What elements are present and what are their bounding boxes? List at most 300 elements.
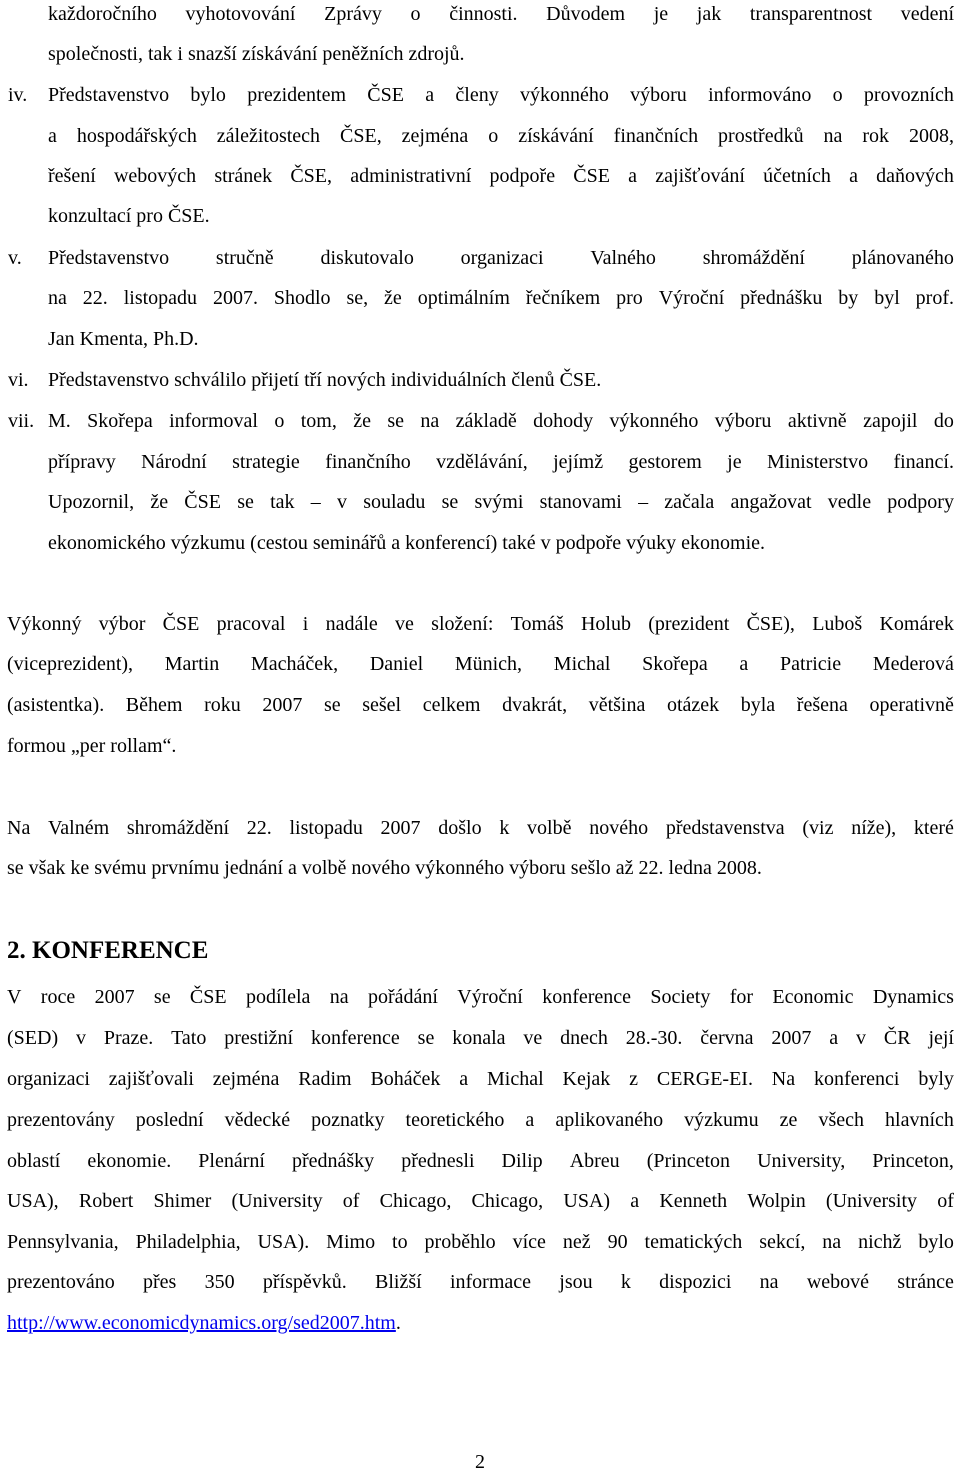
word: ekonomie. (87, 1150, 172, 1172)
word: angažovat (730, 491, 812, 513)
word: listopadu (123, 287, 198, 309)
word: Praze. (103, 1027, 154, 1049)
word: Michal (553, 653, 611, 675)
word: proběhlo (424, 1231, 496, 1253)
word: jak (696, 3, 722, 25)
word: poslední (135, 1109, 204, 1131)
word: Na (771, 1068, 796, 1090)
word: o (274, 410, 285, 432)
word: ČSE (573, 165, 610, 187)
word: pro (616, 287, 643, 309)
word: Martin (164, 653, 220, 675)
word: Chicago, (471, 1190, 544, 1212)
word: operativně (869, 694, 954, 716)
word: každoročního (48, 3, 157, 25)
word: všech (818, 1109, 864, 1131)
section-line (7, 1067, 954, 1091)
word: finančních (613, 125, 699, 147)
word: a (739, 653, 749, 675)
word: Economic (772, 986, 854, 1008)
word: konference (542, 986, 632, 1008)
word: a (630, 1190, 640, 1212)
word: prof. (915, 287, 954, 309)
word: souladu (363, 491, 426, 513)
item-vii-line (48, 409, 954, 433)
word: vedení (900, 3, 954, 25)
word: ČSE), (746, 613, 795, 635)
word: řešena (796, 694, 848, 716)
word: nichž (858, 1231, 902, 1253)
word: v (336, 491, 347, 513)
word: roce (40, 986, 76, 1008)
word: o (832, 84, 843, 106)
item-vii-line (48, 490, 954, 514)
word: června (700, 1027, 754, 1049)
pre-line-2: společnosti, tak i snazší získávání peněžních zdrojů. (48, 43, 465, 65)
word: (prezident (648, 613, 730, 635)
word: konala (452, 1027, 506, 1049)
word: nadále (325, 613, 378, 635)
word: členy (455, 84, 499, 106)
word: 2007. (212, 287, 258, 309)
word: výkonného (609, 410, 699, 432)
word: Society (650, 986, 711, 1008)
word: Münich, (454, 653, 523, 675)
word: Abreu (569, 1150, 620, 1172)
word: Na (7, 817, 31, 839)
word: více (512, 1231, 546, 1253)
word: stručně (215, 247, 274, 269)
word: CERGE-EI. (656, 1068, 753, 1090)
word: Skořepa (87, 410, 153, 432)
section-line (7, 1270, 954, 1294)
word: níže), (851, 817, 897, 839)
word: zajišťování (655, 165, 745, 187)
word: svými (474, 491, 524, 513)
item-vii-line (48, 450, 954, 474)
word: Důvodem (546, 3, 626, 25)
word: teoretického (405, 1109, 505, 1131)
word: celkem (422, 694, 481, 716)
word: Zprávy (324, 3, 382, 25)
item-vi-line: Představenstvo schválilo přijetí tří nových individuálních členů ČSE. (48, 369, 602, 391)
link-period: . (395, 1312, 401, 1334)
word: aplikovaného (555, 1109, 664, 1131)
word: Ministerstvo (766, 451, 869, 473)
word: prestižní (224, 1027, 294, 1049)
word: řečníkem (525, 287, 601, 309)
section-link-line (7, 1311, 401, 1335)
word: Daniel (369, 653, 424, 675)
word: stanovami (539, 491, 622, 513)
word: for (729, 986, 754, 1008)
word: z (629, 1068, 639, 1090)
word: sekcí, (759, 1231, 806, 1253)
word: Robert (78, 1190, 134, 1212)
word: Radim (298, 1068, 352, 1090)
word: University, (757, 1150, 846, 1172)
word: Během (125, 694, 183, 716)
word: a (525, 1109, 535, 1131)
word: 28.-30. (625, 1027, 683, 1049)
word: Dilip (501, 1150, 543, 1172)
word: i (302, 613, 309, 635)
section-line (7, 1230, 954, 1254)
word: a (628, 165, 638, 187)
section-line (7, 1108, 954, 1132)
word: podpory (887, 491, 954, 513)
word: stránce (897, 1271, 954, 1293)
word: se, (346, 287, 369, 309)
word: Mimo (326, 1231, 376, 1253)
word: na (823, 125, 843, 147)
section-line (7, 1189, 954, 1213)
word: administrativní (350, 165, 472, 187)
section-line (7, 1026, 954, 1050)
word: V (7, 986, 22, 1008)
word: začala (664, 491, 715, 513)
word: a (849, 165, 858, 187)
word: v (856, 1027, 867, 1049)
word: podílela (245, 986, 311, 1008)
item-vii-number: vii. (8, 410, 35, 432)
word: o (488, 125, 499, 147)
word: Výroční (457, 986, 523, 1008)
word: strategie (232, 451, 300, 473)
committee-line (7, 693, 954, 717)
word: představenstva (665, 817, 785, 839)
word: – (310, 491, 321, 513)
word: tematických (644, 1231, 743, 1253)
word: (Princeton (646, 1150, 731, 1172)
word: se (237, 491, 254, 513)
word: volbě (527, 817, 572, 839)
word: o (410, 3, 421, 25)
word: její (928, 1027, 954, 1049)
word: Valném (48, 817, 110, 839)
word: zejména (212, 1068, 280, 1090)
pre-line-1 (48, 2, 954, 26)
word: ČSE (184, 491, 221, 513)
word: tom, (300, 410, 337, 432)
word: je (727, 451, 742, 473)
word: USA). (257, 1231, 310, 1253)
word: nového (589, 817, 649, 839)
word: (University (825, 1190, 918, 1212)
item-iv-line (48, 124, 954, 148)
word: ČSE (367, 84, 404, 106)
word: Národní (141, 451, 207, 473)
word: stránek (214, 165, 273, 187)
word: výboru (630, 84, 687, 106)
word: a (829, 1027, 839, 1049)
word: Výkonný (7, 613, 82, 635)
word: získávání (518, 125, 594, 147)
item-v-number: v. (8, 247, 22, 269)
assembly-line: se však ke svému prvnímu jednání a volbě nového výkonného výboru sešlo až 22. ledna 2008. (7, 857, 762, 879)
word: plánovaného (851, 247, 954, 269)
committee-line: formou „per rollam“. (7, 735, 177, 757)
word: ze (779, 1109, 798, 1131)
word: rok (862, 125, 890, 147)
word: Mederová (872, 653, 954, 675)
word: a (459, 1068, 469, 1090)
word: M. (48, 410, 71, 432)
word: Macháček, (250, 653, 339, 675)
word: to (392, 1231, 408, 1253)
word: dvakrát, (502, 694, 568, 716)
word: ČSE (162, 613, 200, 635)
word: do (933, 410, 954, 432)
item-v-line: Jan Kmenta, Ph.D. (48, 328, 199, 350)
word: financí. (893, 451, 954, 473)
word: dohody (533, 410, 594, 432)
word: přes (143, 1271, 177, 1293)
word: 22. (246, 817, 272, 839)
word: aktivně (787, 410, 847, 432)
word: USA) (563, 1190, 611, 1212)
word: byla (740, 694, 776, 716)
word: prezentováno (7, 1271, 115, 1293)
word: organizaci (7, 1068, 90, 1090)
item-vi-number: vi. (8, 369, 29, 391)
item-v-line (48, 246, 954, 270)
word: shromáždění (126, 817, 230, 839)
word: účetních (763, 165, 831, 187)
word: řešení (48, 165, 96, 187)
word: které (913, 817, 954, 839)
sed-link[interactable]: http://www.economicdynamics.org/sed2007.htm (7, 1312, 396, 1334)
word: Pennsylvania, (7, 1231, 119, 1253)
word: na (329, 986, 349, 1008)
word: Princeton, (872, 1150, 954, 1172)
word: podpoře (489, 165, 556, 187)
word: ve (523, 1027, 543, 1049)
word: zejména (401, 125, 469, 147)
word: se (387, 410, 405, 432)
word: jsou (559, 1271, 593, 1293)
word: webových (113, 165, 197, 187)
word: gestorem (628, 451, 702, 473)
word: vedle (827, 491, 872, 513)
word: informace (449, 1271, 532, 1293)
word: optimálním (417, 287, 510, 309)
word: je (653, 3, 669, 25)
word: daňových (876, 165, 954, 187)
word: organizaci (460, 247, 544, 269)
word: se (153, 986, 171, 1008)
page-number: 2 (475, 1451, 485, 1473)
word: výkonného (519, 84, 609, 106)
word: bylo (918, 1231, 954, 1253)
word: výboru (714, 410, 772, 432)
word: a (425, 84, 435, 106)
word: 90 (607, 1231, 628, 1253)
word: Shodlo (273, 287, 331, 309)
section-line (7, 985, 954, 1009)
word: 2007 (771, 1027, 812, 1049)
word: a (48, 125, 57, 147)
word: na (822, 1231, 842, 1253)
word: pracoval (216, 613, 286, 635)
word: Boháček (370, 1068, 441, 1090)
word: oblastí (7, 1150, 61, 1172)
word: přípravy (48, 451, 116, 473)
word: příspěvků. (262, 1271, 347, 1293)
word: (viz (802, 817, 834, 839)
item-vii-line: ekonomického výzkumu (cestou seminářů a konferencí) také v podpoře výuky ekonomie. (48, 532, 766, 554)
word: vědecké (224, 1109, 291, 1131)
word: sešel (362, 694, 402, 716)
word: ČSE (189, 986, 227, 1008)
word: Valného (590, 247, 656, 269)
word: prezidentem (247, 84, 347, 106)
word: Patricie (780, 653, 842, 675)
word: ČSE, (290, 165, 333, 187)
word: na (420, 410, 440, 432)
word: k (499, 817, 510, 839)
word: Komárek (879, 613, 954, 635)
word: roku (204, 694, 241, 716)
word: že (353, 410, 371, 432)
word: Dynamics (872, 986, 954, 1008)
item-iv-line: konzultací pro ČSE. (48, 205, 210, 227)
word: poznatky (311, 1109, 385, 1131)
word: základě (455, 410, 517, 432)
item-iv-number: iv. (8, 84, 28, 106)
word: se (417, 1027, 435, 1049)
word: dnech (560, 1027, 608, 1049)
word: Wolpin (747, 1190, 806, 1212)
word: Tomáš (510, 613, 564, 635)
word: – (638, 491, 649, 513)
word: Plenární (198, 1150, 265, 1172)
word: 2007 (94, 986, 135, 1008)
item-iv-line (48, 164, 954, 188)
word: Chicago, (379, 1190, 452, 1212)
word: Upozornil, (48, 491, 135, 513)
word: informováno (708, 84, 812, 106)
assembly-line (7, 816, 954, 840)
word: konference (310, 1027, 400, 1049)
word: prezentovány (7, 1109, 115, 1131)
word: transparentnost (749, 3, 873, 25)
word: hospodářských (76, 125, 197, 147)
word: Luboš (812, 613, 863, 635)
word: Skořepa (642, 653, 708, 675)
word: Bližší (375, 1271, 422, 1293)
word: konferenci (813, 1068, 900, 1090)
word: se (323, 694, 341, 716)
word: přednášky (291, 1150, 375, 1172)
word: přednášku (740, 287, 823, 309)
word: tak (270, 491, 295, 513)
word: webové (806, 1271, 870, 1293)
word: Philadelphia, (135, 1231, 241, 1253)
word: Tato (171, 1027, 207, 1049)
word: 2008, (909, 125, 954, 147)
word: Kenneth (659, 1190, 728, 1212)
committee-line (7, 652, 954, 676)
word: byl (874, 287, 900, 309)
word: výbor (98, 613, 146, 635)
word: ve (395, 613, 414, 635)
section-line (7, 1149, 954, 1173)
word: k (620, 1271, 631, 1293)
word: by (838, 287, 859, 309)
word: 2007 (380, 817, 421, 839)
word: 22. (82, 287, 108, 309)
word: shromáždění (702, 247, 805, 269)
word: (asistentka). (7, 694, 105, 716)
word: provozních (863, 84, 954, 106)
word: vzdělávání, (436, 451, 528, 473)
word: Představenstvo (48, 84, 170, 106)
word: diskutovalo (320, 247, 414, 269)
word: Shimer (153, 1190, 212, 1212)
word: of (342, 1190, 360, 1212)
word: of (937, 1190, 954, 1212)
word: 350 (204, 1271, 235, 1293)
word: výzkumu (684, 1109, 759, 1131)
word: Kejak (562, 1068, 611, 1090)
word: v (75, 1027, 86, 1049)
word: Výroční (658, 287, 725, 309)
word: došlo (438, 817, 482, 839)
word: (University (231, 1190, 323, 1212)
word: (viceprezident), (7, 653, 134, 675)
word: Představenstvo (48, 247, 170, 269)
word: na (759, 1271, 779, 1293)
word: otázek (666, 694, 720, 716)
word: zajišťovali (108, 1068, 194, 1090)
word: na (48, 287, 67, 309)
word: hlavních (885, 1109, 954, 1131)
word: prostředků (718, 125, 804, 147)
word: USA), (7, 1190, 59, 1212)
word: finančního (325, 451, 411, 473)
word: jejímž (553, 451, 604, 473)
word: činnosti. (449, 3, 518, 25)
item-iv-line (48, 83, 954, 107)
word: ČSE, (340, 125, 382, 147)
word: Michal (487, 1068, 544, 1090)
committee-line (7, 612, 954, 636)
word: přednesli (401, 1150, 475, 1172)
word: 2007 (262, 694, 303, 716)
section-heading: 2. KONFERENCE (7, 937, 209, 964)
word: zapojil (863, 410, 918, 432)
word: většina (588, 694, 646, 716)
word: bylo (190, 84, 226, 106)
word: ČR (883, 1027, 911, 1049)
word: se (441, 491, 459, 513)
word: záležitostech (216, 125, 321, 147)
word: pořádání (367, 986, 438, 1008)
word: informoval (169, 410, 258, 432)
word: že (150, 491, 169, 513)
word: složení: (431, 613, 494, 635)
word: (SED) (7, 1027, 59, 1049)
word: než (562, 1231, 591, 1253)
item-v-line (48, 286, 954, 310)
word: vyhotovování (185, 3, 296, 25)
word: že (384, 287, 402, 309)
word: Holub (580, 613, 631, 635)
word: dispozici (659, 1271, 732, 1293)
word: listopadu (289, 817, 363, 839)
word: byly (918, 1068, 954, 1090)
